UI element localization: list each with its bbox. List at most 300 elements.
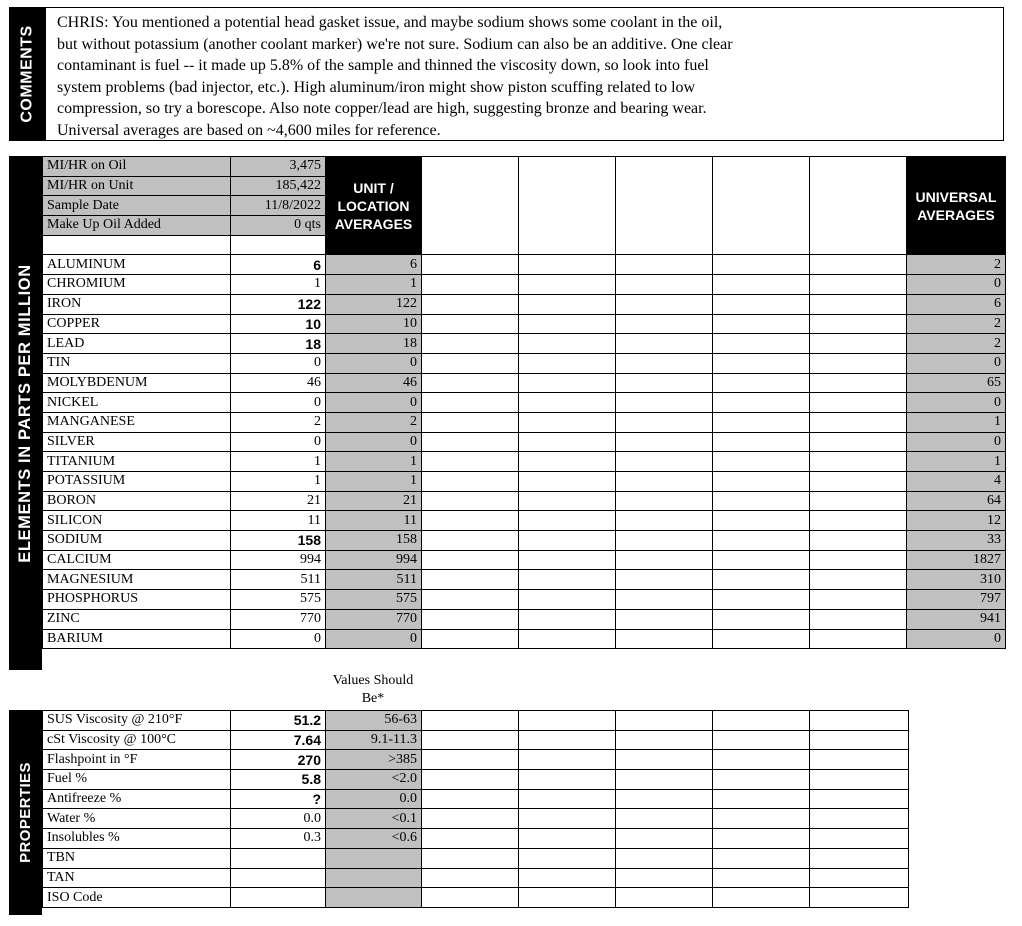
unit-location-averages-header: UNIT / LOCATION AVERAGES xyxy=(326,157,422,255)
empty-cell xyxy=(713,353,810,373)
element-row xyxy=(43,452,1006,472)
element-value: 511 xyxy=(231,570,326,590)
empty-cell xyxy=(713,452,810,472)
empty-cell xyxy=(713,868,810,888)
empty-cell xyxy=(713,590,810,610)
empty-cell xyxy=(713,829,810,849)
element-row xyxy=(43,550,1006,570)
empty-cell xyxy=(713,314,810,334)
element-unit-average: 46 xyxy=(326,373,422,393)
element-name: COPPER xyxy=(43,314,231,334)
empty-cell xyxy=(422,353,519,373)
empty-cell xyxy=(422,809,519,829)
property-value: 5.8 xyxy=(231,770,326,790)
element-name: SILICON xyxy=(43,511,231,531)
empty-cell xyxy=(422,730,519,750)
comments-text xyxy=(57,12,957,142)
element-row xyxy=(43,491,1006,511)
property-name: Antifreeze % xyxy=(43,789,231,809)
element-row xyxy=(43,531,1006,551)
empty-cell xyxy=(713,412,810,432)
element-row xyxy=(43,314,1006,334)
empty-cell xyxy=(810,590,907,610)
element-unit-average: 770 xyxy=(326,609,422,629)
empty-cell xyxy=(810,353,907,373)
property-should-be: 56-63 xyxy=(326,711,422,731)
element-value: 0 xyxy=(231,393,326,413)
property-name: SUS Viscosity @ 210°F xyxy=(43,711,231,731)
empty-cell xyxy=(810,609,907,629)
elements-side-label: ELEMENTS IN PARTS PER MILLION xyxy=(9,156,42,670)
element-unit-average: 575 xyxy=(326,590,422,610)
element-universal-average: 12 xyxy=(907,511,1006,531)
element-value: 1 xyxy=(231,275,326,295)
element-universal-average: 310 xyxy=(907,570,1006,590)
element-name: BARIUM xyxy=(43,629,231,649)
empty-cell xyxy=(616,829,713,849)
element-universal-average: 65 xyxy=(907,373,1006,393)
property-name: Fuel % xyxy=(43,770,231,790)
empty-cell xyxy=(713,888,810,908)
element-unit-average: 0 xyxy=(326,353,422,373)
property-name: Flashpoint in °F xyxy=(43,750,231,770)
empty-cell xyxy=(810,275,907,295)
element-name: MOLYBDENUM xyxy=(43,373,231,393)
comments-side-label: COMMENTS xyxy=(10,8,46,140)
empty-cell xyxy=(422,531,519,551)
empty-cell xyxy=(810,511,907,531)
empty-cell xyxy=(810,294,907,314)
empty-cell xyxy=(616,868,713,888)
element-name: ALUMINUM xyxy=(43,255,231,275)
empty-cell xyxy=(519,275,616,295)
empty-cell xyxy=(422,412,519,432)
property-should-be: >385 xyxy=(326,750,422,770)
property-should-be: <0.1 xyxy=(326,809,422,829)
empty-cell xyxy=(422,629,519,649)
property-should-be xyxy=(326,848,422,868)
empty-cell xyxy=(616,353,713,373)
empty-cell xyxy=(616,157,713,255)
empty-cell xyxy=(616,511,713,531)
empty-cell xyxy=(713,711,810,731)
empty-cell xyxy=(519,314,616,334)
empty-cell xyxy=(616,452,713,472)
empty-cell xyxy=(810,550,907,570)
empty-cell xyxy=(422,868,519,888)
empty-cell xyxy=(810,809,909,829)
property-value: 51.2 xyxy=(231,711,326,731)
empty-cell xyxy=(810,314,907,334)
element-universal-average: 0 xyxy=(907,629,1006,649)
info-label: Make Up Oil Added xyxy=(43,216,231,236)
empty-cell xyxy=(616,412,713,432)
info-value: 3,475 xyxy=(231,157,326,177)
element-value: 575 xyxy=(231,590,326,610)
property-row xyxy=(43,829,909,849)
empty-cell xyxy=(43,235,231,255)
empty-cell xyxy=(616,275,713,295)
property-row xyxy=(43,711,909,731)
empty-cell xyxy=(519,609,616,629)
property-row xyxy=(43,789,909,809)
empty-cell xyxy=(616,809,713,829)
empty-cell xyxy=(713,848,810,868)
empty-cell xyxy=(616,590,713,610)
element-row xyxy=(43,255,1006,275)
element-unit-average: 6 xyxy=(326,255,422,275)
empty-cell xyxy=(519,868,616,888)
empty-cell xyxy=(713,629,810,649)
info-label: Sample Date xyxy=(43,196,231,216)
element-value: 1 xyxy=(231,472,326,492)
element-name: ZINC xyxy=(43,609,231,629)
empty-cell xyxy=(519,472,616,492)
empty-cell xyxy=(810,452,907,472)
empty-cell xyxy=(810,570,907,590)
element-unit-average: 1 xyxy=(326,275,422,295)
empty-cell xyxy=(713,373,810,393)
property-should-be xyxy=(326,888,422,908)
element-unit-average: 158 xyxy=(326,531,422,551)
property-value: 7.64 xyxy=(231,730,326,750)
element-row xyxy=(43,590,1006,610)
element-unit-average: 994 xyxy=(326,550,422,570)
empty-cell xyxy=(422,570,519,590)
empty-cell xyxy=(713,472,810,492)
info-value: 11/8/2022 xyxy=(231,196,326,216)
empty-cell xyxy=(713,750,810,770)
empty-cell xyxy=(713,275,810,295)
empty-cell xyxy=(519,432,616,452)
empty-cell xyxy=(616,393,713,413)
element-value: 770 xyxy=(231,609,326,629)
element-universal-average: 941 xyxy=(907,609,1006,629)
element-row xyxy=(43,511,1006,531)
properties-side-label: PROPERTIES xyxy=(9,710,42,915)
empty-cell xyxy=(616,629,713,649)
element-unit-average: 0 xyxy=(326,629,422,649)
element-universal-average: 797 xyxy=(907,590,1006,610)
element-name: TITANIUM xyxy=(43,452,231,472)
info-label: MI/HR on Unit xyxy=(43,176,231,196)
comment-line: CHRIS: You mentioned a potential head gasket issue, and maybe sodium shows some coolant in the oil, xyxy=(57,14,723,31)
empty-cell xyxy=(519,629,616,649)
empty-cell xyxy=(810,770,909,790)
property-row xyxy=(43,868,909,888)
element-row xyxy=(43,334,1006,354)
property-should-be: 0.0 xyxy=(326,789,422,809)
element-universal-average: 0 xyxy=(907,353,1006,373)
element-row xyxy=(43,472,1006,492)
empty-cell xyxy=(519,829,616,849)
element-universal-average: 33 xyxy=(907,531,1006,551)
empty-cell xyxy=(422,888,519,908)
element-name: POTASSIUM xyxy=(43,472,231,492)
empty-cell xyxy=(713,393,810,413)
comment-line: Universal averages are based on ~4,600 miles for reference. xyxy=(57,121,441,139)
empty-cell xyxy=(810,829,909,849)
empty-cell xyxy=(616,255,713,275)
element-value: 21 xyxy=(231,491,326,511)
comment-line: but without potassium (another coolant marker) we're not sure. Sodium can also be an additive. One clear xyxy=(57,35,733,53)
empty-cell xyxy=(422,334,519,354)
empty-cell xyxy=(422,511,519,531)
empty-cell xyxy=(422,393,519,413)
element-name: BORON xyxy=(43,491,231,511)
empty-cell xyxy=(713,609,810,629)
element-name: MANGANESE xyxy=(43,412,231,432)
empty-cell xyxy=(422,848,519,868)
empty-cell xyxy=(422,255,519,275)
empty-cell xyxy=(616,770,713,790)
empty-cell xyxy=(810,491,907,511)
property-value xyxy=(231,848,326,868)
empty-cell xyxy=(519,393,616,413)
empty-cell xyxy=(519,711,616,731)
property-value: 270 xyxy=(231,750,326,770)
empty-cell xyxy=(519,255,616,275)
element-value: 0 xyxy=(231,432,326,452)
empty-cell xyxy=(422,294,519,314)
should-be-header: Values Should Be* xyxy=(332,673,414,706)
element-row xyxy=(43,353,1006,373)
property-name: TAN xyxy=(43,868,231,888)
empty-cell xyxy=(810,789,909,809)
property-value xyxy=(231,868,326,888)
comment-line: compression, so try a borescope. Also note copper/lead are high, suggesting bronze and bearing wear. xyxy=(57,100,707,118)
empty-cell xyxy=(422,275,519,295)
empty-cell xyxy=(422,472,519,492)
empty-cell xyxy=(616,730,713,750)
element-name: LEAD xyxy=(43,334,231,354)
element-row xyxy=(43,393,1006,413)
element-row xyxy=(43,294,1006,314)
empty-cell xyxy=(713,491,810,511)
empty-cell xyxy=(519,848,616,868)
info-value: 185,422 xyxy=(231,176,326,196)
empty-cell xyxy=(810,629,907,649)
property-row xyxy=(43,809,909,829)
element-unit-average: 0 xyxy=(326,432,422,452)
element-unit-average: 122 xyxy=(326,294,422,314)
empty-cell xyxy=(231,235,326,255)
element-value: 46 xyxy=(231,373,326,393)
empty-cell xyxy=(713,334,810,354)
empty-cell xyxy=(810,848,909,868)
empty-cell xyxy=(713,157,810,255)
element-row xyxy=(43,412,1006,432)
empty-cell xyxy=(422,789,519,809)
empty-cell xyxy=(422,432,519,452)
empty-cell xyxy=(616,373,713,393)
empty-cell xyxy=(422,452,519,472)
empty-cell xyxy=(810,334,907,354)
empty-cell xyxy=(616,432,713,452)
element-universal-average: 0 xyxy=(907,432,1006,452)
empty-cell xyxy=(422,550,519,570)
element-row xyxy=(43,629,1006,649)
elements-table xyxy=(42,156,1006,649)
element-name: SODIUM xyxy=(43,531,231,551)
empty-cell xyxy=(519,373,616,393)
properties-table xyxy=(42,710,909,908)
element-row xyxy=(43,609,1006,629)
empty-cell xyxy=(519,809,616,829)
element-universal-average: 2 xyxy=(907,314,1006,334)
element-value: 6 xyxy=(231,255,326,275)
empty-cell xyxy=(519,789,616,809)
element-value: 158 xyxy=(231,531,326,551)
empty-cell xyxy=(616,789,713,809)
empty-cell xyxy=(519,452,616,472)
element-name: MAGNESIUM xyxy=(43,570,231,590)
element-unit-average: 18 xyxy=(326,334,422,354)
element-row xyxy=(43,570,1006,590)
empty-cell xyxy=(519,511,616,531)
empty-cell xyxy=(422,750,519,770)
empty-cell xyxy=(616,711,713,731)
empty-cell xyxy=(616,570,713,590)
empty-cell xyxy=(713,294,810,314)
property-row xyxy=(43,770,909,790)
empty-cell xyxy=(810,373,907,393)
info-value: 0 qts xyxy=(231,216,326,236)
property-name: TBN xyxy=(43,848,231,868)
empty-cell xyxy=(422,829,519,849)
comments-box xyxy=(9,7,1004,141)
empty-cell xyxy=(519,334,616,354)
element-row xyxy=(43,373,1006,393)
empty-cell xyxy=(519,550,616,570)
element-value: 994 xyxy=(231,550,326,570)
comment-line: system problems (bad injector, etc.). High aluminum/iron might show piston scuffing related to low xyxy=(57,78,696,96)
comment-line: contaminant is fuel -- it made up 5.8% of the sample and thinned the viscosity down, so look into fuel xyxy=(57,57,709,75)
empty-cell xyxy=(422,590,519,610)
empty-cell xyxy=(713,432,810,452)
element-unit-average: 1 xyxy=(326,472,422,492)
empty-cell xyxy=(519,353,616,373)
empty-cell xyxy=(519,770,616,790)
element-unit-average: 21 xyxy=(326,491,422,511)
empty-cell xyxy=(519,750,616,770)
element-name: CHROMIUM xyxy=(43,275,231,295)
empty-cell xyxy=(519,888,616,908)
property-name: cSt Viscosity @ 100°C xyxy=(43,730,231,750)
empty-cell xyxy=(422,609,519,629)
empty-cell xyxy=(810,393,907,413)
empty-cell xyxy=(519,412,616,432)
empty-cell xyxy=(810,412,907,432)
empty-cell xyxy=(713,730,810,750)
element-name: SILVER xyxy=(43,432,231,452)
element-universal-average: 1827 xyxy=(907,550,1006,570)
property-should-be: 9.1-11.3 xyxy=(326,730,422,750)
empty-cell xyxy=(519,294,616,314)
empty-cell xyxy=(810,432,907,452)
empty-cell xyxy=(519,531,616,551)
empty-cell xyxy=(713,770,810,790)
empty-cell xyxy=(616,531,713,551)
element-universal-average: 6 xyxy=(907,294,1006,314)
universal-averages-header: UNIVERSAL AVERAGES xyxy=(907,157,1006,255)
property-value xyxy=(231,888,326,908)
property-value: ? xyxy=(231,789,326,809)
empty-cell xyxy=(713,809,810,829)
element-unit-average: 11 xyxy=(326,511,422,531)
element-value: 10 xyxy=(231,314,326,334)
property-row xyxy=(43,888,909,908)
element-row xyxy=(43,432,1006,452)
empty-cell xyxy=(713,511,810,531)
element-universal-average: 1 xyxy=(907,412,1006,432)
empty-cell xyxy=(616,609,713,629)
element-unit-average: 10 xyxy=(326,314,422,334)
empty-cell xyxy=(810,157,907,255)
empty-cell xyxy=(519,570,616,590)
empty-cell xyxy=(810,531,907,551)
empty-cell xyxy=(422,770,519,790)
property-row xyxy=(43,848,909,868)
empty-cell xyxy=(616,550,713,570)
element-row xyxy=(43,275,1006,295)
empty-cell xyxy=(616,472,713,492)
property-value: 0.0 xyxy=(231,809,326,829)
empty-cell xyxy=(713,255,810,275)
empty-cell xyxy=(616,750,713,770)
empty-cell xyxy=(519,157,616,255)
empty-cell xyxy=(422,711,519,731)
empty-cell xyxy=(616,294,713,314)
empty-cell xyxy=(519,730,616,750)
empty-cell xyxy=(810,750,909,770)
empty-cell xyxy=(713,789,810,809)
element-name: NICKEL xyxy=(43,393,231,413)
element-unit-average: 0 xyxy=(326,393,422,413)
element-value: 1 xyxy=(231,452,326,472)
element-unit-average: 2 xyxy=(326,412,422,432)
element-universal-average: 64 xyxy=(907,491,1006,511)
empty-cell xyxy=(422,373,519,393)
element-value: 18 xyxy=(231,334,326,354)
element-universal-average: 4 xyxy=(907,472,1006,492)
element-universal-average: 1 xyxy=(907,452,1006,472)
empty-cell xyxy=(616,888,713,908)
element-name: CALCIUM xyxy=(43,550,231,570)
element-value: 0 xyxy=(231,353,326,373)
empty-cell xyxy=(810,730,909,750)
empty-cell xyxy=(422,157,519,255)
empty-cell xyxy=(713,570,810,590)
property-row xyxy=(43,730,909,750)
empty-cell xyxy=(519,491,616,511)
empty-cell xyxy=(810,472,907,492)
sample-info-row xyxy=(43,157,1006,177)
element-value: 0 xyxy=(231,629,326,649)
element-value: 11 xyxy=(231,511,326,531)
element-value: 2 xyxy=(231,412,326,432)
element-universal-average: 0 xyxy=(907,275,1006,295)
property-should-be xyxy=(326,868,422,888)
property-name: Water % xyxy=(43,809,231,829)
property-row xyxy=(43,750,909,770)
element-universal-average: 0 xyxy=(907,393,1006,413)
property-value: 0.3 xyxy=(231,829,326,849)
element-name: TIN xyxy=(43,353,231,373)
property-should-be: <2.0 xyxy=(326,770,422,790)
empty-cell xyxy=(713,531,810,551)
info-label: MI/HR on Oil xyxy=(43,157,231,177)
